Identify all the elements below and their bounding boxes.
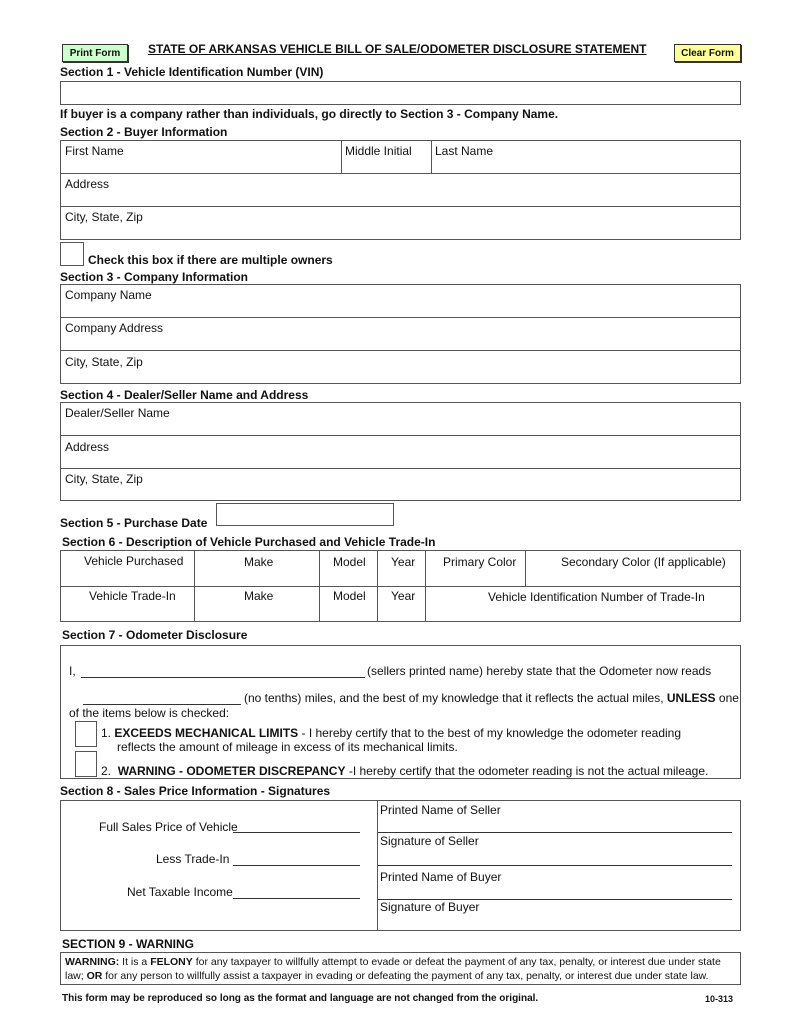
footer-note: This form may be reproduced so long as the format and language are not changed from the original. bbox=[62, 993, 539, 1004]
form-code: 10-313 bbox=[705, 994, 734, 1004]
clear-form-button[interactable]: Clear Form bbox=[674, 44, 741, 62]
buyer-first-name-input[interactable] bbox=[61, 141, 341, 173]
dealer-city-input[interactable] bbox=[61, 469, 740, 501]
form-title: STATE OF ARKANSAS VEHICLE BILL OF SALE/ODOMETER DISCLOSURE STATEMENT bbox=[148, 42, 647, 56]
year-field[interactable]: Year bbox=[391, 555, 416, 569]
company-name-input[interactable] bbox=[61, 285, 740, 317]
buyer-name-label: Printed Name of Buyer bbox=[380, 870, 502, 884]
multiple-owners-label: Check this box if there are multiple owners bbox=[88, 253, 333, 267]
company-city-label: City, State, Zip bbox=[65, 355, 143, 369]
company-address-input[interactable] bbox=[61, 318, 740, 350]
section-5-label: Section 5 - Purchase Date bbox=[60, 516, 208, 530]
buyer-middle-initial-input[interactable] bbox=[342, 141, 431, 173]
seller-name-label: Printed Name of Seller bbox=[380, 803, 501, 817]
company-table bbox=[60, 284, 741, 384]
option-1-text-2: reflects the amount of mileage in excess of its mechanical limits. bbox=[117, 740, 458, 754]
model-field[interactable]: Model bbox=[333, 555, 366, 569]
first-name-label: First Name bbox=[65, 144, 124, 158]
section-9-label: SECTION 9 - WARNING bbox=[62, 937, 195, 951]
trade-in-make-field[interactable]: Make bbox=[244, 589, 274, 603]
print-form-button[interactable]: Print Form bbox=[62, 44, 128, 62]
seller-signature-label: Signature of Seller bbox=[380, 834, 479, 848]
section-8-label: Section 8 - Sales Price Information - Signatures bbox=[60, 784, 331, 798]
buyer-city-input[interactable] bbox=[61, 207, 740, 239]
vin-input[interactable] bbox=[60, 81, 741, 105]
seller-printed-name-input[interactable] bbox=[81, 677, 365, 678]
option-2-text: 2. WARNING - ODOMETER DISCREPANCY -I hereby certify that the odometer reading is not the actual mileage. bbox=[101, 764, 709, 778]
last-name-label: Last Name bbox=[435, 144, 494, 158]
less-trade-in-input[interactable] bbox=[233, 865, 360, 866]
odometer-box bbox=[60, 645, 741, 779]
company-note: If buyer is a company rather than individuals, go directly to Section 3 - Company Name. bbox=[60, 107, 559, 121]
dealer-name-label: Dealer/Seller Name bbox=[65, 406, 170, 420]
exceeds-mechanical-limits-checkbox[interactable] bbox=[75, 721, 97, 747]
purchase-date-input[interactable] bbox=[216, 503, 394, 526]
section-2-label: Section 2 - Buyer Information bbox=[60, 125, 228, 139]
buyer-address-input[interactable] bbox=[61, 174, 740, 206]
dealer-address-label: Address bbox=[65, 440, 110, 454]
trade-in-vin-field[interactable]: Vehicle Identification Number of Trade-In bbox=[488, 590, 705, 604]
address-label: Address bbox=[65, 177, 110, 191]
dealer-name-input[interactable] bbox=[61, 403, 740, 435]
trade-in-model-field[interactable]: Model bbox=[333, 589, 366, 603]
middle-initial-label: Middle Initial bbox=[345, 144, 412, 158]
primary-color-field[interactable]: Primary Color bbox=[443, 555, 517, 569]
i-label: I, bbox=[69, 664, 76, 678]
trade-in-year-field[interactable]: Year bbox=[391, 589, 416, 603]
multiple-owners-checkbox[interactable] bbox=[60, 242, 84, 266]
full-price-label: Full Sales Price of Vehicle bbox=[99, 820, 238, 834]
seller-name-input[interactable] bbox=[378, 832, 732, 833]
vehicle-purchased-label: Vehicle Purchased bbox=[84, 554, 184, 568]
seller-signature-input[interactable] bbox=[378, 865, 732, 866]
vehicle-trade-in-label: Vehicle Trade-In bbox=[89, 589, 176, 603]
items-text: of the items below is checked: bbox=[69, 706, 230, 720]
buyer-signature-label: Signature of Buyer bbox=[380, 900, 480, 914]
buyer-last-name-input[interactable] bbox=[432, 141, 740, 173]
seller-text: (sellers printed name) hereby state that the Odometer now reads bbox=[367, 664, 712, 678]
buyer-table bbox=[60, 140, 741, 240]
dealer-city-label: City, State, Zip bbox=[65, 472, 143, 486]
dealer-address-input[interactable] bbox=[61, 436, 740, 468]
company-city-input[interactable] bbox=[61, 351, 740, 383]
section-6-label: Section 6 - Description of Vehicle Purchased and Vehicle Trade-In bbox=[62, 535, 436, 549]
section-7-label: Section 7 - Odometer Disclosure bbox=[62, 628, 248, 642]
section-1-label: Section 1 - Vehicle Identification Number (VIN) bbox=[60, 65, 324, 79]
company-address-label: Company Address bbox=[65, 321, 164, 335]
warning-text: WARNING: It is a FELONY for any taxpayer to willfully attempt to evade or defeat the payment of any tax, penalty, or interest due under state law; OR for any person to willfully assist a taxpayer in evading or defeating the payment of any tax, penalty, or interest due under state law. bbox=[60, 952, 741, 985]
odometer-miles-input[interactable] bbox=[83, 704, 241, 705]
dealer-table bbox=[60, 402, 741, 501]
less-trade-in-label: Less Trade-In bbox=[156, 852, 230, 866]
company-name-label: Company Name bbox=[65, 288, 152, 302]
secondary-color-field[interactable]: Secondary Color (If applicable) bbox=[561, 555, 726, 569]
section-3-label: Section 3 - Company Information bbox=[60, 270, 249, 284]
vehicle-table bbox=[60, 550, 741, 622]
miles-text: (no tenths) miles, and the best of my knowledge that it reflects the actual miles, UNLESS one bbox=[244, 691, 739, 705]
net-taxable-input[interactable] bbox=[233, 898, 360, 899]
make-field[interactable]: Make bbox=[244, 555, 274, 569]
sales-box bbox=[60, 800, 741, 931]
option-1-text: 1. EXCEEDS MECHANICAL LIMITS - I hereby certify that to the best of my knowledge the odometer reading bbox=[101, 726, 682, 740]
section-4-label: Section 4 - Dealer/Seller Name and Address bbox=[60, 388, 309, 402]
odometer-discrepancy-checkbox[interactable] bbox=[75, 751, 97, 777]
city-label: City, State, Zip bbox=[65, 210, 143, 224]
net-taxable-label: Net Taxable Income bbox=[127, 885, 233, 899]
full-price-input[interactable] bbox=[233, 832, 360, 833]
